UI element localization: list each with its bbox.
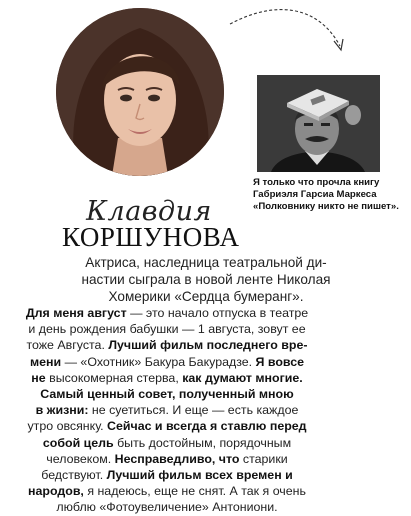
bold-phrase: народов, xyxy=(28,484,84,499)
bold-phrase: Я вовсе xyxy=(255,354,304,369)
bold-phrase: мени xyxy=(29,354,62,369)
body-line: люблю «Фотоувеличение» Антониони. xyxy=(56,500,278,515)
body-line: и день рождения бабушки — 1 августа, зовут ее xyxy=(28,322,306,337)
bold-phrase: Для меня август xyxy=(25,306,127,320)
text-run: — это начало отпуска в театре xyxy=(126,306,309,320)
text-run: — «Охотник» Бакура Бакурадзе. xyxy=(61,354,256,369)
intro-line: Актриса, наследница театральной ди- xyxy=(85,255,327,270)
bold-phrase: Несправедливо, что xyxy=(114,451,240,466)
text-run: я надеюсь, еще не снят. А так я очень xyxy=(83,484,306,499)
intro-text xyxy=(14,254,398,305)
body-line xyxy=(8,402,326,418)
bold-phrase: в жизни: xyxy=(35,403,89,418)
intro-line: настии сыграла в новой ленте Николая xyxy=(81,272,331,287)
last-name: КОРШУНОВА xyxy=(62,222,240,252)
bold-phrase: собой цель xyxy=(42,435,114,450)
text-run: не суетиться. И еще — есть каждое xyxy=(88,403,299,418)
bold-phrase: Сейчас и всегда я ставлю перед xyxy=(107,419,307,434)
text-run: человеком. xyxy=(46,451,115,466)
body-line xyxy=(8,418,326,434)
body-line xyxy=(8,305,326,321)
body-line xyxy=(8,386,326,402)
body-line xyxy=(8,435,326,451)
text-run: высокомерная стерва, xyxy=(45,370,183,385)
caption-line: Габриэля Гарсиа Маркеса xyxy=(253,189,377,200)
caption-line: Я только что прочла книгу xyxy=(253,177,380,188)
body-line xyxy=(8,370,326,386)
text-run: быть достойным, порядочным xyxy=(113,435,292,450)
caption-line: «Полковнику никто не пишет». xyxy=(253,201,399,212)
body-line xyxy=(8,451,326,467)
portrait-photo xyxy=(56,8,224,176)
bold-phrase: Самый ценный совет, полученный мною xyxy=(40,387,294,402)
bold-phrase: как думают многие. xyxy=(182,370,303,385)
body-line xyxy=(8,483,326,499)
text-run: старики xyxy=(239,451,288,466)
text-run: тоже Августа. xyxy=(26,338,109,353)
book-author-photo xyxy=(257,75,380,172)
bold-phrase: не xyxy=(31,370,46,385)
first-name: Клавдия xyxy=(86,196,212,227)
intro-line: Хомерики «Сердца бумеранг». xyxy=(108,289,304,304)
bold-phrase: Лучший фильм всех времен и xyxy=(106,468,293,483)
body-line xyxy=(8,354,326,370)
interview-text xyxy=(8,305,326,516)
body-line xyxy=(8,467,326,483)
text-run: бедствуют. xyxy=(41,468,107,483)
bold-phrase: Лучший фильм последнего вре- xyxy=(108,338,308,353)
book-caption xyxy=(253,177,407,213)
body-line xyxy=(8,337,326,353)
text-run: утро овсянку. xyxy=(27,419,108,434)
